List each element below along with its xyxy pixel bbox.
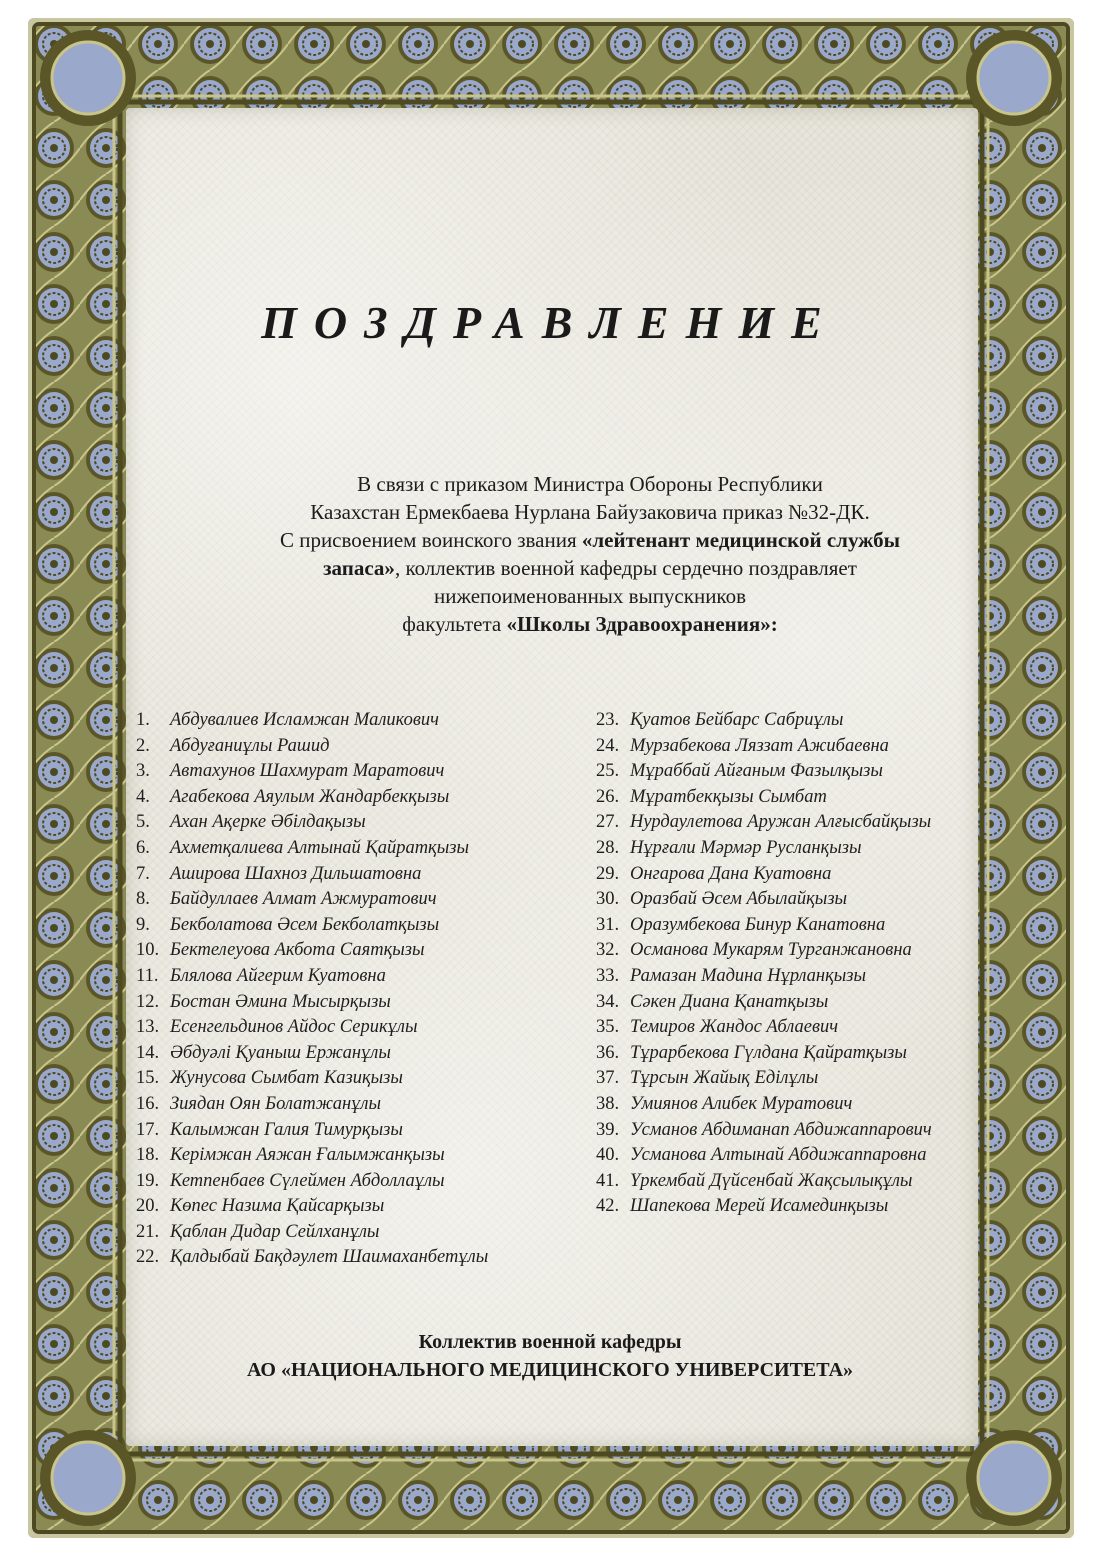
- list-item: [136, 1143, 586, 1169]
- list-item-number: 41.: [596, 1170, 620, 1191]
- list-item-number: 17.: [136, 1119, 160, 1140]
- list-item: [596, 810, 1016, 836]
- list-item: [136, 1066, 586, 1092]
- list-item-name: Бостан Әмина Мысырқызы: [170, 991, 391, 1012]
- list-item-name: Қуатов Бейбарс Сабриұлы: [630, 710, 844, 730]
- list-item-number: 28.: [596, 837, 620, 858]
- list-item: [136, 810, 586, 836]
- list-item-name: Қаблан Дидар Сейлханұлы: [170, 1221, 380, 1242]
- list-item-name: Нұрғали Мәрмәр Русланқызы: [630, 837, 862, 858]
- list-item-number: 3.: [136, 761, 150, 782]
- list-item-number: 37.: [596, 1068, 620, 1089]
- intro-line-1: В связи с приказом Министра Обороны Республики: [357, 472, 823, 496]
- list-item-name: Бектелеуова Акбота Саятқызы: [170, 940, 425, 961]
- intro-line-4: запаса», коллектив военной кафедры сердечно поздравляет: [323, 556, 857, 580]
- list-item: [596, 708, 1016, 734]
- list-item-name: Әбдуәлі Қуаныш Ержанұлы: [170, 1042, 391, 1063]
- list-item-number: 34.: [596, 991, 620, 1012]
- list-item-number: 26.: [596, 786, 620, 807]
- list-item: [596, 1194, 1016, 1220]
- list-item: [136, 1092, 586, 1118]
- list-item-name: Мұраббай Айғаным Фазылқызы: [630, 761, 883, 782]
- list-item: [136, 1169, 586, 1195]
- list-item-number: 21.: [136, 1221, 160, 1242]
- list-item-name: Автахунов Шахмурат Маратович: [170, 761, 445, 782]
- list-item-number: 35.: [596, 1017, 620, 1038]
- list-item-name: Есенгельдинов Айдос Серикұлы: [170, 1017, 418, 1038]
- list-item-name: Сәкен Диана Қанатқызы: [630, 991, 829, 1012]
- list-item-name: Кетпенбаев Сүлеймен Абдоллаұлы: [170, 1170, 445, 1191]
- list-item: [596, 887, 1016, 913]
- list-item-name: Мұратбекқызы Сымбат: [630, 786, 827, 807]
- list-item-name: Оразумбекова Бинур Канатовна: [630, 914, 886, 935]
- list-item-number: 2.: [136, 735, 150, 756]
- list-item-name: Абдувалиев Исламжан Маликович: [170, 710, 439, 730]
- list-item: [136, 1041, 586, 1067]
- list-item: [136, 836, 586, 862]
- list-item-number: 33.: [596, 965, 620, 986]
- list-item-number: 25.: [596, 761, 620, 782]
- list-item: [136, 913, 586, 939]
- list-item-number: 14.: [136, 1042, 160, 1063]
- list-item: [136, 1220, 586, 1246]
- list-item-number: 10.: [136, 940, 160, 961]
- list-item: [136, 1245, 586, 1271]
- intro-line-3: С присвоением воинского звания «лейтенант медицинской службы: [279, 528, 901, 552]
- list-item: [596, 1169, 1016, 1195]
- list-item-name: Ахметқалиева Алтынай Қайратқызы: [170, 837, 469, 858]
- list-item-name: Рамазан Мадина Нұрланқызы: [630, 965, 867, 986]
- list-item-number: 18.: [136, 1145, 160, 1166]
- list-item: [136, 1015, 586, 1041]
- list-item: [596, 759, 1016, 785]
- page-title: ПОЗДРАВЛЕНИЕ: [261, 297, 839, 348]
- list-item: [596, 1041, 1016, 1067]
- list-item-number: 13.: [136, 1017, 160, 1038]
- list-item: [596, 862, 1016, 888]
- list-item-number: 12.: [136, 991, 160, 1012]
- list-item: [596, 785, 1016, 811]
- list-item-name: Шапекова Мерей Исамединқызы: [630, 1196, 889, 1217]
- list-item-name: Нурдаулетова Аружан Алғысбайқызы: [630, 812, 932, 833]
- list-item-name: Тұрсын Жайық Еділұлы: [630, 1068, 819, 1089]
- list-item-number: 6.: [136, 837, 150, 858]
- list-item: [136, 1194, 586, 1220]
- list-item-number: 19.: [136, 1170, 160, 1191]
- list-item-number: 7.: [136, 863, 150, 884]
- list-item-name: Абдуғаниұлы Рашид: [170, 735, 330, 756]
- list-item: [596, 938, 1016, 964]
- list-item: [136, 938, 586, 964]
- list-item-name: Умиянов Алибек Муратович: [630, 1093, 853, 1114]
- list-item: [596, 964, 1016, 990]
- intro-line-6: факультета «Школы Здравоохранения»:: [402, 612, 778, 636]
- list-item-name: Калымжан Галия Тимурқызы: [170, 1119, 403, 1140]
- footer-line-1: Коллектив военной кафедры: [418, 1331, 682, 1353]
- signature-block: [0, 1328, 1100, 1384]
- list-item-number: 22.: [136, 1247, 160, 1268]
- list-item-number: 42.: [596, 1196, 620, 1217]
- list-item-name: Агабекова Аяулым Жандарбекқызы: [170, 786, 450, 807]
- list-item-name: Усманов Абдиманап Абдижаппарович: [630, 1119, 932, 1140]
- list-item-name: Онгарова Дана Куатовна: [630, 863, 832, 884]
- list-item-name: Оразбай Әсем Абылайқызы: [630, 889, 848, 910]
- list-item-number: 24.: [596, 735, 620, 756]
- list-item-number: 1.: [136, 710, 150, 730]
- list-item: [136, 1118, 586, 1144]
- list-item-name: Тұрарбекова Гүлдана Қайратқызы: [630, 1042, 907, 1063]
- list-item-number: 39.: [596, 1119, 620, 1140]
- list-item-name: Усманова Алтынай Абдижаппаровна: [630, 1145, 927, 1166]
- list-item: [136, 759, 586, 785]
- list-item-name: Керімжан Аяжан Ғалымжанқызы: [170, 1145, 445, 1166]
- list-item: [596, 836, 1016, 862]
- list-item-number: 36.: [596, 1042, 620, 1063]
- list-item-number: 16.: [136, 1093, 160, 1114]
- list-item-name: Ахан Ақерке Әбілдақызы: [170, 812, 366, 833]
- list-item: [136, 887, 586, 913]
- list-item-name: Зиядан Оян Болатжанұлы: [170, 1093, 382, 1114]
- list-item-number: 40.: [596, 1145, 620, 1166]
- graduates-list-left: [136, 708, 586, 1271]
- list-item-number: 8.: [136, 889, 150, 910]
- list-item: [136, 990, 586, 1016]
- list-item-number: 4.: [136, 786, 150, 807]
- list-item: [596, 1143, 1016, 1169]
- list-item: [596, 990, 1016, 1016]
- list-item-number: 11.: [136, 965, 159, 986]
- intro-text: [140, 470, 1040, 638]
- list-item: [136, 964, 586, 990]
- list-item-number: 23.: [596, 710, 620, 730]
- list-item-name: Байдуллаев Алмат Ажмуратович: [170, 889, 437, 910]
- list-item-name: Бекболатова Әсем Бекболатқызы: [170, 914, 440, 935]
- list-item-name: Темиров Жандос Аблаевич: [630, 1017, 839, 1038]
- list-item-name: Көпес Назима Қайсарқызы: [170, 1196, 385, 1217]
- list-item-name: Жунусова Сымбат Казиқызы: [170, 1068, 403, 1089]
- list-item-name: Блялова Айгерим Куатовна: [170, 965, 386, 986]
- list-item-name: Қалдыбай Бақдәулет Шаимаханбетұлы: [170, 1247, 489, 1268]
- list-item: [136, 734, 586, 760]
- intro-line-2: Казахстан Ермекбаева Нурлана Байузаковича приказ №32-ДК.: [310, 500, 870, 524]
- list-item-number: 29.: [596, 863, 620, 884]
- list-item-number: 20.: [136, 1196, 160, 1217]
- list-item: [596, 913, 1016, 939]
- list-item: [596, 1118, 1016, 1144]
- list-item-number: 27.: [596, 812, 620, 833]
- list-item-number: 9.: [136, 914, 150, 935]
- list-item-number: 15.: [136, 1068, 160, 1089]
- graduates-list-right: [596, 708, 1016, 1220]
- list-item: [136, 862, 586, 888]
- list-item-number: 31.: [596, 914, 620, 935]
- list-item-name: Аширова Шахноз Дильшатовна: [170, 863, 422, 884]
- intro-line-5: нижепоименованных выпускников: [434, 584, 746, 608]
- list-item-number: 5.: [136, 812, 150, 833]
- list-item-number: 30.: [596, 889, 620, 910]
- list-item-name: Мурзабекова Ляззат Ажибаевна: [630, 735, 889, 756]
- list-item: [596, 1015, 1016, 1041]
- list-item-name: Үркембай Дүйсенбай Жақсылықұлы: [630, 1170, 913, 1191]
- list-item-number: 38.: [596, 1093, 620, 1114]
- list-item-number: 32.: [596, 940, 620, 961]
- list-item: [596, 734, 1016, 760]
- list-item: [136, 785, 586, 811]
- list-item: [136, 708, 586, 734]
- list-item: [596, 1066, 1016, 1092]
- list-item-name: Османова Мукарям Турганжановна: [630, 940, 912, 961]
- footer-line-2: АО «НАЦИОНАЛЬНОГО МЕДИЦИНСКОГО УНИВЕРСИТЕТА»: [246, 1359, 854, 1381]
- list-item: [596, 1092, 1016, 1118]
